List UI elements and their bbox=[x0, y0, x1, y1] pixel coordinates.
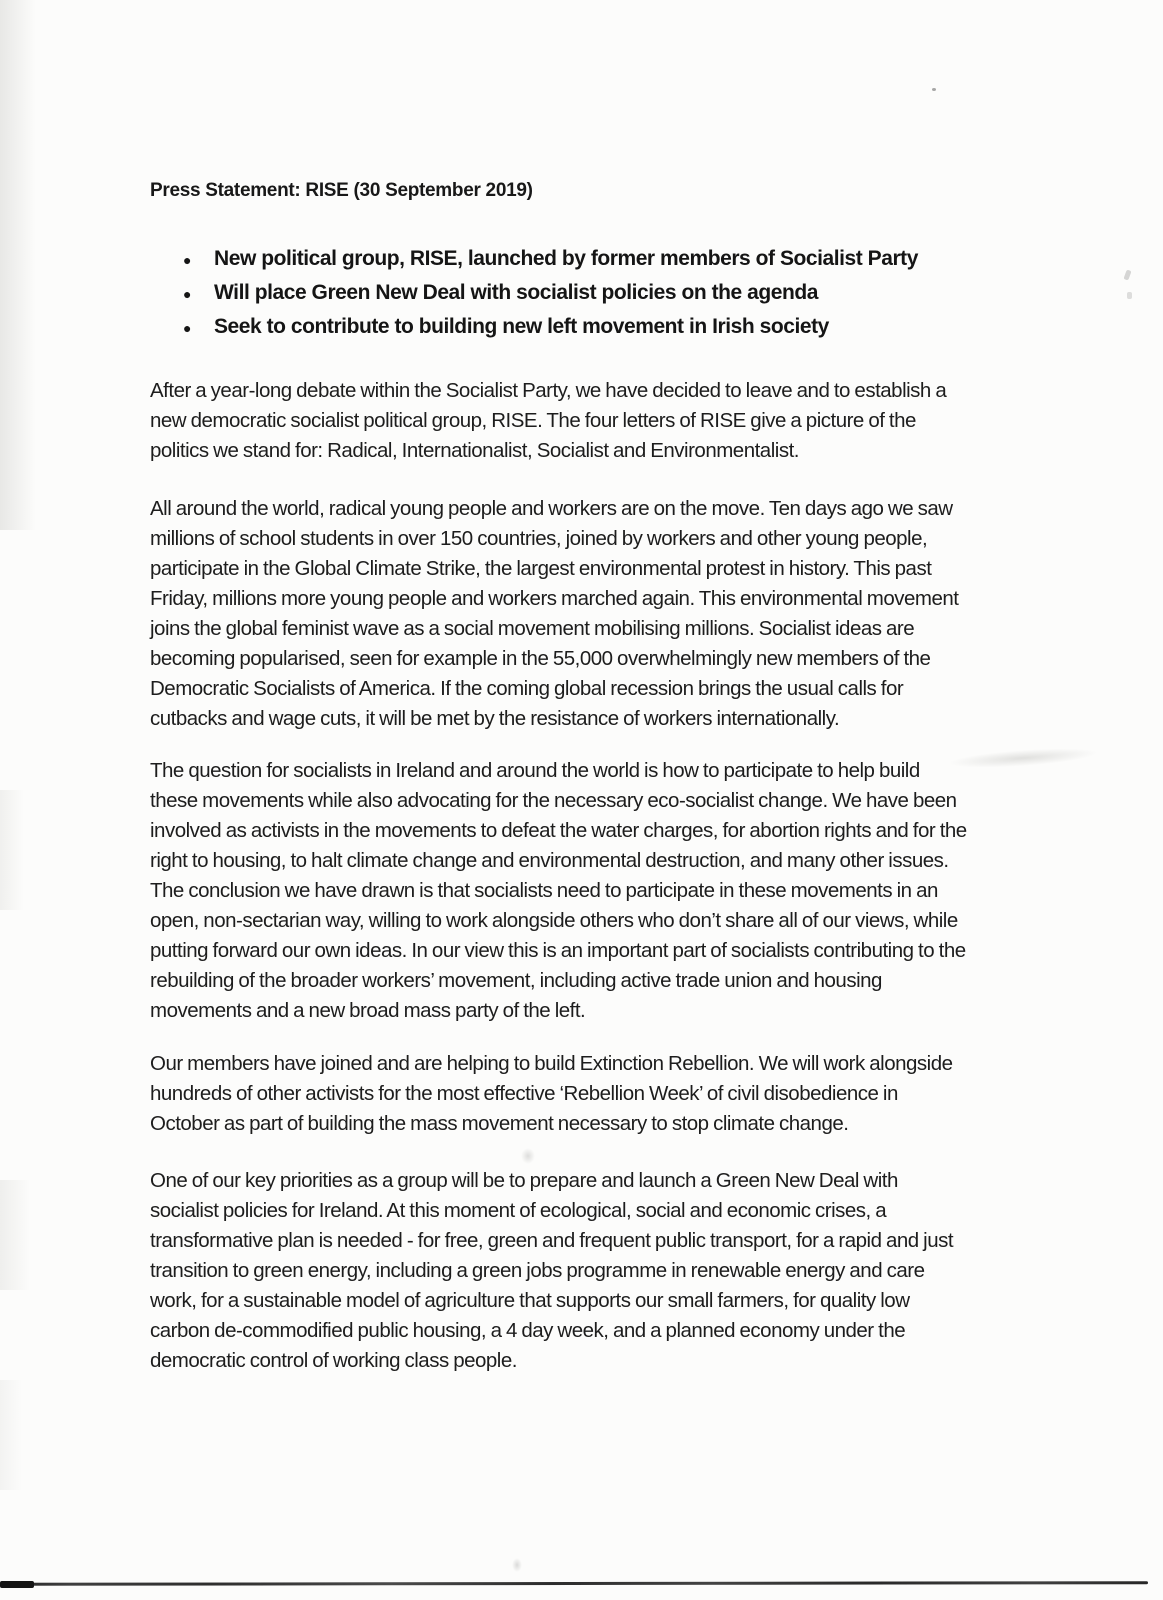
bullet-icon: ● bbox=[183, 320, 192, 336]
bullet-text: Will place Green New Deal with socialist policies on the agenda bbox=[214, 281, 818, 304]
bullet-icon: ● bbox=[183, 286, 192, 302]
scan-speck bbox=[1127, 292, 1132, 299]
scan-speck bbox=[932, 88, 936, 91]
list-item bbox=[183, 242, 983, 276]
paragraph: The question for socialists in Ireland and around the world is how to participate to help build these movements while also advocating for the necessary eco-socialist change. We have been involved as activists in the movements to defeat the water charges, for abortion rights and for the right to housing, to halt climate change and environmental destruction, and many other issues. The conclusion we have drawn is that socialists need to participate in these movements in an open, non-sectarian way, willing to work alongside others who don’t share all of our views, while putting forward our own ideas. In our view this is an important part of socialists contributing to the rebuilding of the broader workers’ movement, including active trade union and housing movements and a new broad mass party of the left. bbox=[150, 759, 967, 1022]
scan-edge-smudge bbox=[0, 790, 30, 910]
paragraph: All around the world, radical young people and workers are on the move. Ten days ago we saw millions of school students in over 150 countries, joined by workers and other young people, participate in the Global Climate Strike, the largest environmental protest in history. This past Friday, millions more young people and workers marched again. This environmental movement joins the global feminist wave as a social movement mobilising millions. Socialist ideas are becoming popularised, seen for example in the 55,000 overwhelmingly new members of the Democratic Socialists of America. If the coming global recession brings the usual calls for cutbacks and wage cuts, it will be met by the resistance of workers internationally. bbox=[150, 497, 959, 730]
paragraph: After a year-long debate within the Socialist Party, we have decided to leave and to establish a new democratic socialist political group, RISE. The four letters of RISE give a picture of the politics we stand for: Radical, Internationalist, Socialist and Environmentalist. bbox=[150, 379, 947, 462]
scan-speck bbox=[521, 1148, 535, 1164]
scan-edge-smudge bbox=[0, 1180, 38, 1290]
scan-speck bbox=[1123, 269, 1131, 280]
paragraph: One of our key priorities as a group will be to prepare and launch a Green New Deal with socialist policies for Ireland. At this moment of ecological, social and economic crises, a transformative plan is needed - for free, green and frequent public transport, for a rapid and just transition to green energy, including a green jobs programme in renewable energy and care work, for a sustainable model of agriculture that supports our small farmers, for quality low carbon de-commodified public housing, a 4 day week, and a planned economy under the democratic control of working class people. bbox=[150, 1169, 954, 1372]
scan-line-blob bbox=[0, 1581, 34, 1588]
list-item bbox=[183, 310, 983, 344]
bullet-text: New political group, RISE, launched by former members of Socialist Party bbox=[214, 247, 918, 270]
list-item bbox=[183, 276, 983, 310]
scan-edge-smudge bbox=[0, 1380, 26, 1490]
bullet-text: Seek to contribute to building new left movement in Irish society bbox=[214, 315, 829, 338]
scan-speck bbox=[512, 1558, 522, 1572]
bullet-icon: ● bbox=[183, 252, 192, 268]
paragraph: Our members have joined and are helping to build Extinction Rebellion. We will work alongside hundreds of other activists for the most effective ‘Rebellion Week’ of civil disobedience in October as part of building the mass movement necessary to stop climate change. bbox=[150, 1052, 953, 1135]
scan-line bbox=[2, 1581, 1148, 1586]
key-points-list bbox=[183, 242, 983, 344]
document-title: Press Statement: RISE (30 September 2019) bbox=[150, 180, 533, 201]
scan-smudge bbox=[948, 745, 1099, 771]
scan-edge-smudge bbox=[0, 0, 48, 530]
